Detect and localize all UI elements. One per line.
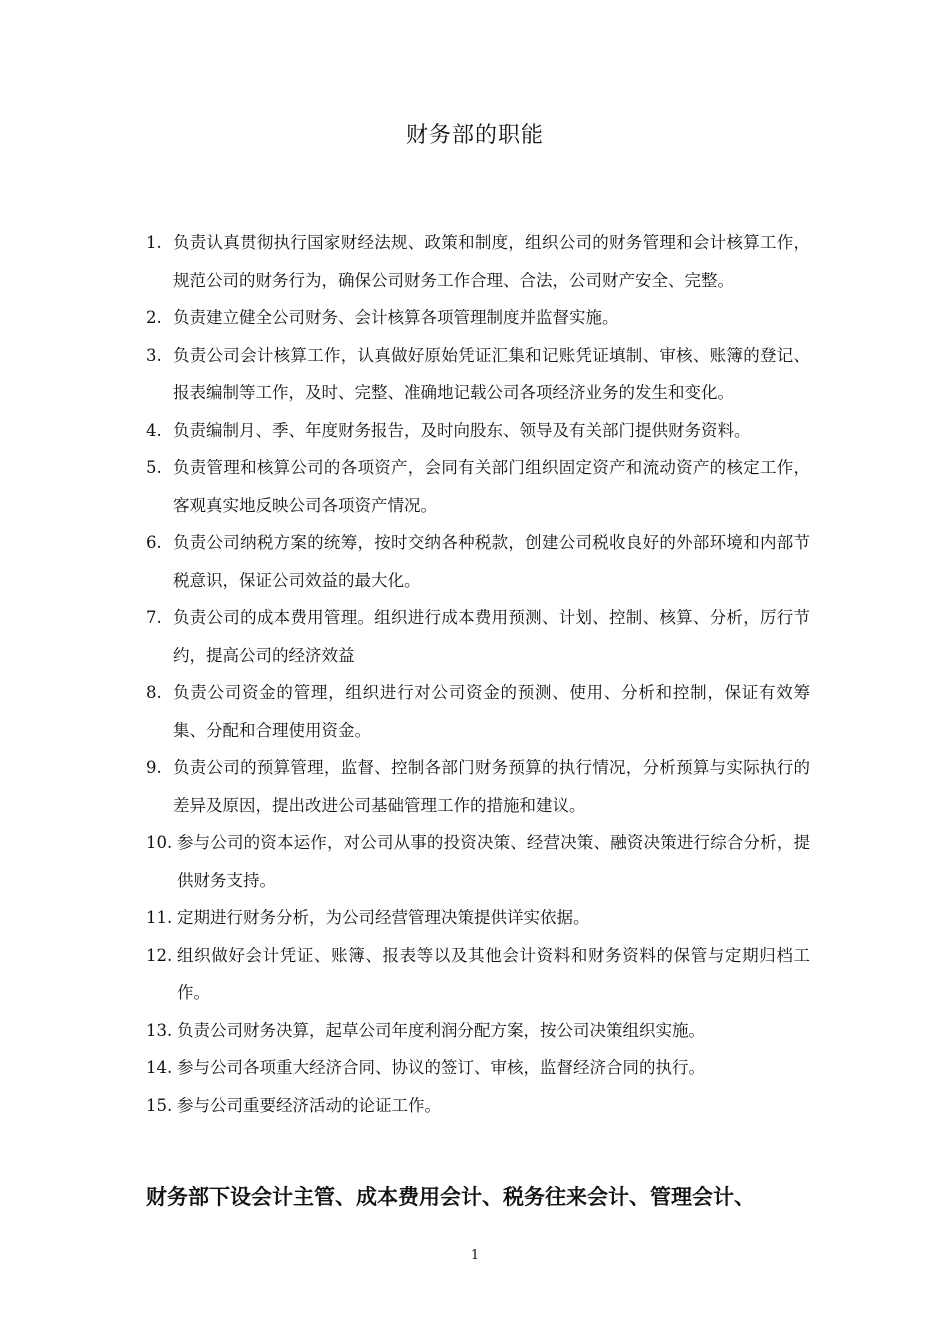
list-item-number: 7. [146,608,162,627]
list-item [146,337,810,412]
list-item-text: 负责编制月、季、年度财务报告，及时向股东、领导及有关部门提供财务资料。 [173,420,751,440]
list-item-text: 参与公司的资本运作，对公司从事的投资决策、经营决策、融资决策进行综合分析，提供财务支持。 [177,833,810,890]
section-heading: 财务部下设会计主管、成本费用会计、税务往来会计、管理会计、 [146,1185,755,1209]
list-item-number: 1. [146,233,162,252]
list-item [146,449,810,524]
list-item-number: 13. [146,1020,173,1040]
list-item-text: 参与公司重要经济活动的论证工作。 [177,1095,441,1115]
list-item-text: 参与公司各项重大经济合同、协议的签订、审核，监督经济合同的执行。 [177,1058,705,1077]
list-item-text: 负责公司资金的管理，组织进行对公司资金的预测、使用、分析和控制，保证有效筹集、分配和合理使用资金。 [173,683,810,740]
list-item-number: 14. [146,1058,173,1077]
list-item [146,1087,810,1125]
list-item-text: 负责公司的成本费用管理。组织进行成本费用预测、计划、控制、核算、分析，厉行节约，提高公司的经济效益 [173,608,810,665]
list-item-text: 组织做好会计凭证、账簿、报表等以及其他会计资料和财务资料的保管与定期归档工作。 [177,945,810,1002]
list-item-text: 负责建立健全公司财务、会计核算各项管理制度并监督实施。 [173,308,619,327]
duty-list [146,224,810,1124]
list-item-number: 4. [146,420,162,440]
list-item-number: 9. [146,758,162,777]
list-item-number: 10. [146,833,173,852]
list-item-number: 12. [146,945,173,965]
list-item-text: 负责管理和核算公司的各项资产，会同有关部门组织固定资产和流动资产的核定工作，客观真实地反映公司各项资产情况。 [173,458,810,515]
list-item-text: 负责公司的预算管理，监督、控制各部门财务预算的执行情况，分析预算与实际执行的差异及原因，提出改进公司基础管理工作的措施和建议。 [173,758,810,815]
list-item [146,899,810,937]
page-number: 1 [470,1248,480,1263]
list-item-number: 5. [146,458,162,477]
list-item [146,524,810,599]
list-item-number: 8. [146,683,162,702]
list-item [146,412,810,450]
list-item-number: 3. [146,345,162,365]
list-item [146,749,810,824]
list-item-text: 负责认真贯彻执行国家财经法规、政策和制度，组织公司的财务管理和会计核算工作，规范公司的财务行为，确保公司财务工作合理、合法，公司财产安全、完整。 [173,233,810,290]
list-item [146,599,810,674]
list-item [146,224,810,299]
list-item-text: 负责公司会计核算工作，认真做好原始凭证汇集和记账凭证填制、审核、账簿的登记、报表编制等工作，及时、完整、准确地记载公司各项经济业务的发生和变化。 [173,345,810,402]
list-item [146,937,810,1012]
list-item-text: 负责公司财务决算，起草公司年度利润分配方案，按公司决策组织实施。 [177,1020,705,1040]
list-item [146,1049,810,1087]
list-item-number: 15. [146,1095,173,1115]
list-item-number: 2. [146,308,162,327]
list-item [146,1012,810,1050]
list-item [146,299,810,337]
list-item-number: 6. [146,533,162,552]
list-item [146,674,810,749]
list-item-text: 定期进行财务分析，为公司经营管理决策提供详实依据。 [177,908,590,927]
list-item-text: 负责公司纳税方案的统筹，按时交纳各种税款，创建公司税收良好的外部环境和内部节税意识，保证公司效益的最大化。 [173,533,810,590]
list-item-number: 11. [146,908,173,927]
list-item [146,824,810,899]
page-title: 财务部的职能 [405,123,544,148]
